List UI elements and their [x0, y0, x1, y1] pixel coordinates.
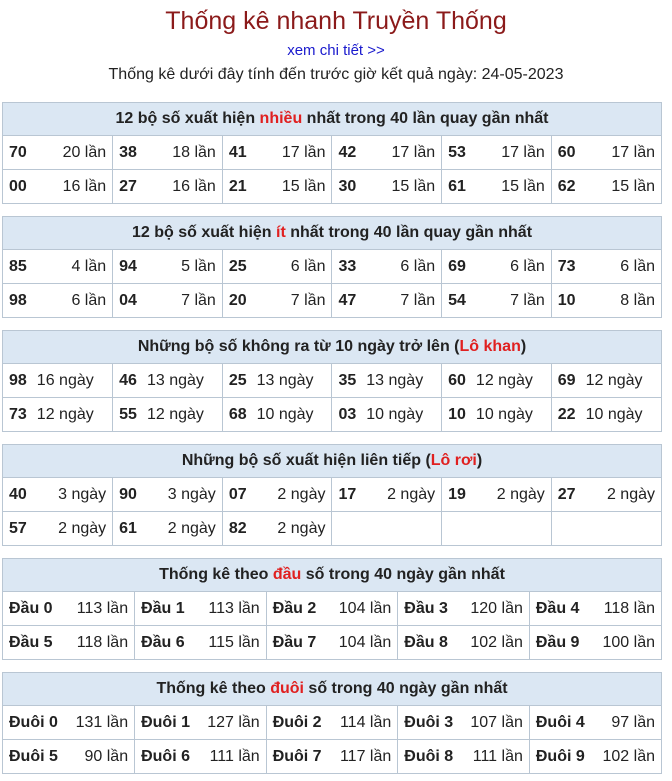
table-cell	[222, 136, 332, 170]
table-cell	[332, 364, 442, 398]
detail-link[interactable]: xem chi tiết >>	[287, 42, 385, 59]
table-cell	[266, 740, 398, 774]
page-title: Thống kê nhanh Truyền Thống	[165, 7, 507, 35]
section-title-text: Thống kê theo	[156, 680, 271, 697]
section-title-text: 12 bộ số xuất hiện	[131, 224, 276, 241]
cell-number[interactable]: 00	[9, 177, 27, 195]
table-cell	[551, 250, 661, 284]
table-row	[3, 740, 661, 774]
cell-number[interactable]: Đầu 9	[535, 633, 580, 651]
cell-count: 12 ngày	[475, 371, 533, 389]
section-title-highlight: đuôi	[270, 680, 304, 697]
cell-number[interactable]: Đầu 6	[141, 633, 185, 651]
cell-count: 111 lần	[209, 747, 260, 765]
table-cell	[332, 136, 442, 170]
cell-count: 6 lần	[290, 257, 326, 275]
cell-count: 13 ngày	[366, 371, 424, 389]
table-cell	[442, 478, 552, 512]
cell-number[interactable]: 61	[448, 177, 466, 195]
table-cell	[3, 626, 135, 660]
table-cell	[113, 398, 223, 432]
table-cell	[551, 136, 661, 170]
cell-count: 104 lần	[338, 633, 392, 651]
cell-count: 12 ngày	[585, 371, 643, 389]
table-cell	[135, 706, 267, 740]
section-title	[3, 217, 661, 250]
table-cell	[332, 170, 442, 204]
cell-count: 2 ngày	[606, 485, 655, 503]
table-cell	[3, 740, 135, 774]
table-cell	[3, 592, 135, 626]
cell-count: 13 ngày	[256, 371, 314, 389]
cell-number[interactable]: 82	[228, 519, 247, 537]
cell-number[interactable]: 30	[338, 177, 357, 195]
cell-count: 97 lần	[611, 713, 655, 731]
cell-number[interactable]: 60	[557, 143, 576, 161]
cell-number[interactable]: Đầu 8	[404, 633, 448, 651]
section-title-text: Những bộ số không ra từ 10 ngày trở lên (	[137, 338, 460, 355]
cell-number[interactable]: 25	[228, 257, 247, 275]
cell-count: 2 ngày	[58, 519, 107, 537]
stats-section	[2, 216, 662, 318]
table-row	[3, 592, 661, 626]
page-subtitle: Thống kê dưới đây tính đến trước giờ kết quả ngày: 24-05-2023	[108, 66, 564, 83]
cell-count: 10 ngày	[475, 405, 533, 423]
table-cell	[442, 364, 552, 398]
section-title-text: số trong 40 ngày gần nhất	[301, 566, 505, 583]
table-cell	[3, 512, 113, 546]
table-row	[3, 512, 661, 546]
section-title	[3, 445, 661, 478]
cell-number[interactable]: Đầu 4	[535, 599, 580, 617]
table-cell	[3, 170, 113, 204]
stats-section	[2, 558, 662, 660]
cell-count: 10 ngày	[256, 405, 314, 423]
cell-count: 3 ngày	[58, 485, 107, 503]
cell-number[interactable]: 94	[119, 257, 137, 275]
cell-number[interactable]: 35	[338, 371, 357, 389]
cell-count: 6 lần	[71, 291, 107, 309]
cell-count: 12 ngày	[36, 405, 94, 423]
table-cell	[3, 284, 113, 318]
cell-count: 12 ngày	[146, 405, 204, 423]
table-row	[3, 364, 661, 398]
table-cell	[222, 512, 332, 546]
cell-count: 7 lần	[400, 291, 436, 309]
cell-number[interactable]: 19	[448, 485, 466, 503]
cell-number[interactable]: Đuôi 7	[272, 747, 322, 765]
table-cell	[398, 626, 530, 660]
cell-number[interactable]: Đầu 1	[141, 599, 185, 617]
table-cell	[529, 706, 661, 740]
cell-number[interactable]: Đầu 0	[9, 599, 53, 617]
section-title	[3, 331, 661, 364]
table-row	[3, 398, 661, 432]
cell-count: 13 ngày	[146, 371, 204, 389]
cell-count: 5 lần	[181, 257, 216, 275]
cell-count: 107 lần	[470, 713, 523, 731]
cell-count: 102 lần	[470, 633, 523, 651]
cell-count: 16 lần	[62, 177, 107, 195]
table-cell	[332, 250, 442, 284]
section-title-text: nhất trong 40 lần quay gần nhất	[285, 224, 533, 241]
section-title-highlight: Lô khan	[459, 338, 521, 355]
table-cell	[398, 740, 530, 774]
table-cell	[551, 170, 661, 204]
cell-count: 6 lần	[620, 257, 655, 275]
table-cell	[135, 626, 267, 660]
table-cell	[398, 706, 530, 740]
table-cell	[551, 284, 661, 318]
section-title-text: )	[476, 452, 483, 469]
section-title	[3, 103, 661, 136]
cell-number[interactable]: 69	[557, 371, 576, 389]
table-cell	[529, 592, 661, 626]
table-cell	[113, 284, 223, 318]
cell-number[interactable]: Đuôi 6	[141, 747, 190, 765]
table-row	[3, 626, 661, 660]
table-row	[3, 136, 661, 170]
stats-section	[2, 102, 662, 204]
cell-count: 90 lần	[84, 747, 129, 765]
cell-count: 16 ngày	[36, 371, 94, 389]
cell-number[interactable]: 25	[228, 371, 247, 389]
cell-number[interactable]: 55	[119, 405, 137, 423]
table-cell	[442, 170, 552, 204]
cell-count: 2 ngày	[277, 519, 326, 537]
table-cell	[442, 136, 552, 170]
table-cell	[222, 250, 332, 284]
table-cell	[529, 626, 661, 660]
table-row	[3, 478, 661, 512]
cell-count: 115 lần	[208, 633, 260, 651]
cell-number[interactable]: 47	[338, 291, 357, 309]
table-cell	[266, 706, 398, 740]
cell-count: 7 lần	[181, 291, 216, 309]
section-title-text: Thống kê theo	[159, 566, 273, 583]
cell-number[interactable]: Đuôi 0	[9, 713, 58, 731]
cell-count: 16 lần	[172, 177, 216, 195]
cell-number[interactable]: Đuôi 1	[141, 713, 190, 731]
section-title-highlight: ít	[276, 224, 286, 241]
cell-number[interactable]: 04	[119, 291, 137, 309]
table-cell	[442, 398, 552, 432]
cell-number[interactable]: 20	[228, 291, 247, 309]
cell-count: 8 lần	[620, 291, 655, 309]
cell-count: 114 lần	[339, 713, 392, 731]
section-title-text: )	[520, 338, 527, 355]
table-row	[3, 706, 661, 740]
table-cell	[113, 478, 223, 512]
table-cell	[113, 512, 223, 546]
cell-number[interactable]: 69	[448, 257, 466, 275]
page-header	[0, 0, 672, 86]
cell-number[interactable]: 57	[9, 519, 27, 537]
table-cell	[551, 364, 661, 398]
section-title-text: số trong 40 ngày gần nhất	[303, 680, 508, 697]
cell-number[interactable]: 54	[448, 291, 466, 309]
cell-number[interactable]: 62	[557, 177, 576, 195]
table-cell	[113, 170, 223, 204]
cell-number[interactable]: 98	[9, 291, 27, 309]
stats-table	[3, 706, 661, 773]
cell-count: 17 lần	[281, 143, 326, 161]
cell-number[interactable]: 27	[557, 485, 576, 503]
cell-number[interactable]: 42	[338, 143, 357, 161]
table-cell	[266, 592, 398, 626]
cell-count: 118 lần	[603, 599, 655, 617]
cell-count: 20 lần	[62, 143, 107, 161]
cell-count: 6 lần	[510, 257, 545, 275]
table-cell	[332, 512, 442, 546]
table-cell	[3, 250, 113, 284]
cell-number[interactable]: 98	[9, 371, 27, 389]
table-cell	[442, 512, 552, 546]
section-title-text: Những bộ số xuất hiện liên tiếp (	[181, 452, 431, 469]
cell-number[interactable]: Đầu 7	[272, 633, 317, 651]
cell-count: 118 lần	[76, 633, 129, 651]
table-cell	[3, 706, 135, 740]
table-cell	[529, 740, 661, 774]
cell-number[interactable]: Đuôi 9	[535, 747, 585, 765]
cell-count: 7 lần	[290, 291, 326, 309]
cell-count: 2 ngày	[167, 519, 216, 537]
cell-number[interactable]: 70	[9, 143, 27, 161]
table-cell	[222, 398, 332, 432]
section-title	[3, 559, 661, 592]
cell-count: 10 ngày	[366, 405, 424, 423]
cell-number[interactable]: 68	[228, 405, 247, 423]
cell-count: 113 lần	[208, 599, 260, 617]
cell-count: 10 ngày	[585, 405, 643, 423]
table-cell	[222, 364, 332, 398]
section-title-text: nhất trong 40 lần quay gần nhất	[302, 110, 549, 127]
cell-count: 7 lần	[510, 291, 545, 309]
cell-number[interactable]: 73	[557, 257, 576, 275]
cell-count: 15 lần	[391, 177, 436, 195]
cell-count: 17 lần	[611, 143, 655, 161]
table-cell	[113, 250, 223, 284]
cell-count: 15 lần	[501, 177, 545, 195]
cell-count: 15 lần	[281, 177, 326, 195]
table-cell	[551, 398, 661, 432]
cell-number[interactable]: 46	[119, 371, 137, 389]
table-cell	[222, 284, 332, 318]
cell-count: 3 ngày	[167, 485, 216, 503]
section-title-highlight: nhiều	[259, 110, 303, 127]
cell-number[interactable]: 10	[448, 405, 466, 423]
cell-count: 17 lần	[391, 143, 436, 161]
cell-count: 120 lần	[470, 599, 523, 617]
table-cell	[398, 592, 530, 626]
table-cell	[332, 478, 442, 512]
cell-number[interactable]: 90	[119, 485, 137, 503]
table-cell	[3, 364, 113, 398]
cell-number[interactable]: Đầu 5	[9, 633, 53, 651]
cell-count: 104 lần	[338, 599, 392, 617]
cell-number[interactable]: 85	[9, 257, 27, 275]
section-title-text: 12 bộ số xuất hiện	[115, 110, 260, 127]
stats-section	[2, 444, 662, 546]
table-row	[3, 170, 661, 204]
cell-number[interactable]: 73	[9, 405, 27, 423]
table-cell	[3, 136, 113, 170]
cell-count: 100 lần	[602, 633, 655, 651]
cell-count: 18 lần	[172, 143, 216, 161]
table-cell	[442, 250, 552, 284]
table-row	[3, 250, 661, 284]
cell-number[interactable]: 21	[228, 177, 247, 195]
stats-table	[3, 592, 661, 659]
cell-count: 4 lần	[71, 257, 107, 275]
table-cell	[135, 592, 267, 626]
table-cell	[113, 136, 223, 170]
table-cell	[551, 478, 661, 512]
cell-number[interactable]: 22	[557, 405, 576, 423]
cell-count: 2 ngày	[496, 485, 545, 503]
cell-count: 17 lần	[501, 143, 545, 161]
cell-number[interactable]: 40	[9, 485, 27, 503]
cell-number[interactable]: Đuôi 3	[404, 713, 454, 731]
table-cell	[442, 284, 552, 318]
cell-count: 15 lần	[611, 177, 655, 195]
cell-number[interactable]: 33	[338, 257, 357, 275]
cell-number[interactable]: Đuôi 5	[9, 747, 58, 765]
stats-section	[2, 330, 662, 432]
table-cell	[332, 284, 442, 318]
table-cell	[3, 478, 113, 512]
table-row	[3, 284, 661, 318]
cell-number[interactable]: Đuôi 8	[404, 747, 454, 765]
cell-number[interactable]: 61	[119, 519, 137, 537]
table-cell	[266, 626, 398, 660]
cell-count: 2 ngày	[277, 485, 326, 503]
cell-count: 6 lần	[400, 257, 436, 275]
cell-number[interactable]: 10	[557, 291, 576, 309]
stats-table	[3, 478, 661, 545]
cell-number[interactable]: 38	[119, 143, 137, 161]
cell-number[interactable]: Đuôi 2	[272, 713, 322, 731]
table-cell	[113, 364, 223, 398]
stats-table	[3, 250, 661, 317]
cell-number[interactable]: 03	[338, 405, 357, 423]
cell-count: 2 ngày	[387, 485, 436, 503]
table-cell	[135, 740, 267, 774]
table-cell	[222, 478, 332, 512]
stats-table	[3, 136, 661, 203]
cell-number[interactable]: 60	[448, 371, 466, 389]
stats-table	[3, 364, 661, 431]
cell-number[interactable]: 17	[338, 485, 357, 503]
cell-number[interactable]: 41	[228, 143, 247, 161]
cell-number[interactable]: 07	[228, 485, 247, 503]
cell-number[interactable]: Đầu 3	[404, 599, 448, 617]
table-cell	[551, 512, 661, 546]
cell-number[interactable]: Đuôi 4	[535, 713, 585, 731]
cell-number[interactable]: 53	[448, 143, 466, 161]
section-title-highlight: đầu	[272, 566, 302, 583]
table-cell	[332, 398, 442, 432]
section-title-highlight: Lô rơi	[430, 452, 477, 469]
cell-count: 113 lần	[76, 599, 129, 617]
section-title	[3, 673, 661, 706]
cell-count: 117 lần	[339, 747, 392, 765]
cell-number[interactable]: 27	[119, 177, 137, 195]
cell-count: 111 lần	[472, 747, 523, 765]
cell-number[interactable]: Đầu 2	[272, 599, 317, 617]
cell-count: 131 lần	[75, 713, 129, 731]
table-cell	[222, 170, 332, 204]
table-cell	[3, 398, 113, 432]
cell-count: 127 lần	[207, 713, 260, 731]
stats-section	[2, 672, 662, 774]
cell-count: 102 lần	[602, 747, 655, 765]
